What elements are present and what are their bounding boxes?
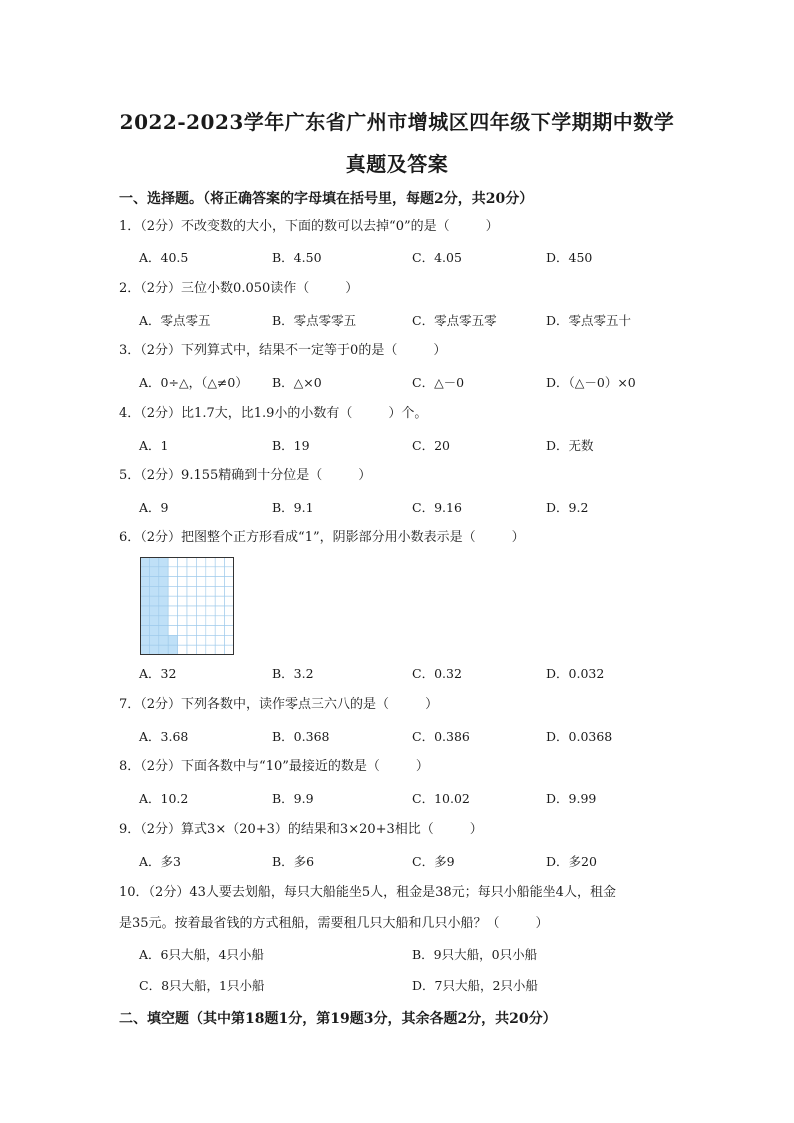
option-a[interactable]: A．9 [139, 500, 169, 515]
grid-cell [206, 645, 215, 655]
option-a[interactable]: A．1 [139, 438, 169, 453]
question-3 [119, 341, 446, 361]
grid-cell [206, 616, 215, 626]
grid-cell-shaded [140, 596, 149, 606]
option-c[interactable]: C．10.02 [412, 791, 470, 806]
option-b[interactable]: B．9.9 [272, 791, 314, 806]
option-d[interactable]: D．0.032 [546, 666, 605, 681]
option-b[interactable]: B．零点零零五 [272, 313, 357, 328]
question-close: ） [511, 530, 525, 545]
grid-cell [178, 567, 187, 577]
grid-cell-shaded [159, 645, 168, 655]
option-c[interactable]: C．△－0 [412, 375, 465, 390]
grid-cell [196, 645, 205, 655]
grid-cell [196, 586, 205, 596]
question-stem: （2分）下面各数中与“10”最接近的数是（ [140, 759, 380, 774]
question-7 [119, 695, 438, 715]
grid-cell [215, 616, 224, 626]
question-number: 3． [119, 343, 141, 358]
options-2 [139, 311, 739, 331]
grid-cell [187, 635, 196, 645]
grid-cell [215, 645, 224, 655]
exam-title-line2: 真题及答案 [345, 152, 449, 176]
section-heading-choice: 一、选择题。（将正确答案的字母填在括号里，每题2分，共20分） [119, 191, 534, 207]
grid-cell [178, 606, 187, 616]
grid-cell [187, 557, 196, 567]
grid-cell-shaded [149, 567, 158, 577]
question-number: 4． [119, 406, 141, 421]
option-c[interactable]: C．8只大船，1只小船 [139, 978, 265, 993]
grid-cell [178, 645, 187, 655]
grid-cell-shaded [168, 645, 177, 655]
option-a[interactable]: A．0÷△，（△≠0） [139, 375, 248, 390]
grid-cell-shaded [149, 606, 158, 616]
question-10-continued [119, 914, 549, 934]
question-number: 9． [119, 822, 141, 837]
options-6 [139, 664, 739, 684]
grid-cell [187, 645, 196, 655]
option-a[interactable]: A．32 [139, 666, 177, 681]
grid-cell-shaded [159, 586, 168, 596]
grid-cell [196, 596, 205, 606]
grid-cell-shaded [140, 616, 149, 626]
grid-cell [178, 557, 187, 567]
option-a[interactable]: A．10.2 [139, 791, 189, 806]
question-stem: （2分）下列各数中，读作零点三六八的是（ [140, 697, 390, 712]
grid-cell [225, 586, 234, 596]
options-3 [139, 373, 739, 393]
option-a[interactable]: A．零点零五 [139, 313, 211, 328]
grid-cell [168, 557, 177, 567]
grid-cell-shaded [159, 557, 168, 567]
grid-cell [206, 567, 215, 577]
option-c[interactable]: C．20 [412, 438, 450, 453]
grid-cell [215, 567, 224, 577]
options-5 [139, 498, 739, 518]
question-8 [119, 757, 429, 777]
question-close: ） [433, 343, 447, 358]
question-number: 7． [119, 697, 141, 712]
grid-cell [196, 626, 205, 636]
grid-cell-shaded [140, 557, 149, 567]
grid-cell [168, 596, 177, 606]
grid-cell-shaded [168, 635, 177, 645]
option-d[interactable]: D．9.2 [546, 500, 589, 515]
grid-cell [168, 567, 177, 577]
grid-cell [168, 577, 177, 587]
grid-cell [178, 616, 187, 626]
grid-cell [196, 635, 205, 645]
grid-cell [215, 635, 224, 645]
option-d[interactable]: D．450 [546, 250, 593, 265]
section-heading-fill: 二、填空题（其中第18题1分，第19题3分，其余各题2分，共20分） [119, 1011, 557, 1027]
grid-cell-shaded [140, 626, 149, 636]
grid-cell [215, 606, 224, 616]
decimal-grid-figure [140, 557, 234, 655]
grid-cell-shaded [149, 635, 158, 645]
option-d[interactable]: D．9.99 [546, 791, 597, 806]
option-d[interactable]: D．多20 [546, 854, 597, 869]
option-c[interactable]: C．0.32 [412, 666, 462, 681]
grid-cell [215, 557, 224, 567]
grid-cell-shaded [140, 567, 149, 577]
question-close: ）个。 [388, 406, 428, 421]
question-10 [119, 883, 616, 903]
question-stem: （2分）把图整个正方形看成“1”，阴影部分用小数表示是（ [140, 530, 476, 545]
grid-cell-shaded [149, 645, 158, 655]
grid-cell [206, 606, 215, 616]
option-b[interactable]: B．0.368 [272, 729, 330, 744]
option-d[interactable]: D．7只大船，2只小船 [412, 978, 538, 993]
option-a[interactable]: A．40.5 [139, 250, 189, 265]
grid-cell [215, 596, 224, 606]
option-d[interactable]: D．零点零五十 [546, 313, 632, 328]
options-10-row1 [139, 945, 739, 965]
question-number: 1． [119, 219, 141, 234]
grid-cell-shaded [149, 596, 158, 606]
grid-cell-shaded [149, 586, 158, 596]
grid-cell [225, 557, 234, 567]
grid-cell-shaded [159, 577, 168, 587]
option-c[interactable]: C．零点零五零 [412, 313, 497, 328]
grid-cell [215, 586, 224, 596]
grid-cell [168, 586, 177, 596]
grid-cell-shaded [159, 596, 168, 606]
option-b[interactable]: B．4.50 [272, 250, 322, 265]
question-9 [119, 820, 483, 840]
grid-cell [187, 567, 196, 577]
question-stem: （2分）下列算式中，结果不一定等于0的是（ [140, 343, 398, 358]
option-a[interactable]: A．3.68 [139, 729, 189, 744]
grid-cell [225, 626, 234, 636]
grid-cell [178, 577, 187, 587]
option-a[interactable]: A．6只大船，4只小船 [139, 947, 264, 962]
option-c[interactable]: C．多9 [412, 854, 455, 869]
grid-cell [225, 577, 234, 587]
question-close: ） [469, 822, 483, 837]
question-2 [119, 279, 358, 299]
question-stem: （2分）43人要去划船，每只大船能坐5人，租金是38元；每只小船能坐4人，租金 [148, 885, 616, 900]
question-6 [119, 528, 525, 548]
options-4 [139, 436, 739, 456]
question-number: 2． [119, 281, 141, 296]
question-close: ） [358, 468, 372, 483]
grid-cell [206, 596, 215, 606]
grid-cell-shaded [149, 616, 158, 626]
question-close: ） [345, 281, 359, 296]
grid-cell-shaded [159, 616, 168, 626]
question-stem: （2分）不改变数的大小，下面的数可以去掉“0”的是（ [140, 219, 450, 234]
option-c[interactable]: C．4.05 [412, 250, 462, 265]
grid-cell-shaded [140, 586, 149, 596]
option-c[interactable]: C．0.386 [412, 729, 470, 744]
grid-cell [187, 606, 196, 616]
option-b[interactable]: B．9只大船，0只小船 [412, 947, 538, 962]
question-5 [119, 466, 371, 486]
option-b[interactable]: B．多6 [272, 854, 315, 869]
question-stem: （2分）9.155精确到十分位是（ [140, 468, 323, 483]
grid-cell [215, 577, 224, 587]
grid-cell [206, 577, 215, 587]
grid-cell [225, 567, 234, 577]
grid-cell [187, 596, 196, 606]
question-close: ） [485, 219, 499, 234]
exam-title-line1: 2022-2023学年广东省广州市增城区四年级下学期期中数学 [119, 110, 675, 134]
grid-cell [215, 626, 224, 636]
grid-cell-shaded [149, 626, 158, 636]
option-b[interactable]: B．3.2 [272, 666, 314, 681]
grid-cell-shaded [159, 635, 168, 645]
grid-cell-shaded [149, 577, 158, 587]
grid-cell [168, 616, 177, 626]
grid-cell [187, 586, 196, 596]
grid-cell [206, 557, 215, 567]
grid-cell [178, 626, 187, 636]
grid-cell [196, 557, 205, 567]
question-number: 5． [119, 468, 141, 483]
grid-cell [196, 567, 205, 577]
grid-cell-shaded [159, 606, 168, 616]
grid-cell [206, 626, 215, 636]
question-stem: （2分）算式3×（20+3）的结果和3×20+3相比（ [140, 822, 434, 837]
question-4 [119, 404, 427, 424]
option-b[interactable]: B．19 [272, 438, 310, 453]
option-b[interactable]: B．9.1 [272, 500, 314, 515]
grid-cell-shaded [140, 606, 149, 616]
question-stem: （2分）比1.7大，比1.9小的小数有（ [140, 406, 353, 421]
grid-cell [225, 596, 234, 606]
grid-cell [225, 616, 234, 626]
grid-cell-shaded [140, 635, 149, 645]
grid-cell-shaded [159, 567, 168, 577]
grid-cell-shaded [140, 577, 149, 587]
option-a[interactable]: A．多3 [139, 854, 181, 869]
grid-cell [187, 626, 196, 636]
question-number: 8． [119, 759, 141, 774]
option-b[interactable]: B．△×0 [272, 375, 322, 390]
grid-cell [187, 577, 196, 587]
options-7 [139, 727, 739, 747]
question-stem: （2分）三位小数0.050读作（ [140, 281, 310, 296]
grid-cell [206, 586, 215, 596]
grid-cell-shaded [140, 645, 149, 655]
options-9 [139, 852, 739, 872]
grid-cell [225, 606, 234, 616]
grid-cell [206, 635, 215, 645]
question-number: 10． [119, 885, 149, 900]
grid-cell [196, 577, 205, 587]
option-d[interactable]: D．无数 [546, 438, 594, 453]
option-d[interactable]: D．（△－0）×0 [546, 375, 636, 390]
question-close: ） [415, 759, 429, 774]
options-10-row2 [139, 976, 739, 996]
grid-cell [168, 626, 177, 636]
options-8 [139, 789, 739, 809]
options-1 [139, 248, 739, 268]
question-close: ） [425, 697, 439, 712]
grid-cell [178, 635, 187, 645]
option-d[interactable]: D．0.0368 [546, 729, 613, 744]
grid-cell [196, 616, 205, 626]
grid-cell [187, 616, 196, 626]
question-close: ） [535, 916, 549, 931]
grid-cell [225, 635, 234, 645]
grid-cell [178, 596, 187, 606]
question-stem-continued: 是35元。按着最省钱的方式租船，需要租几只大船和几只小船？（ [119, 916, 500, 931]
grid-cell [196, 606, 205, 616]
question-1 [119, 217, 499, 237]
grid-cell-shaded [159, 626, 168, 636]
question-number: 6． [119, 530, 141, 545]
grid-cell [178, 586, 187, 596]
grid-cell-shaded [149, 557, 158, 567]
grid-cell [168, 606, 177, 616]
option-c[interactable]: C．9.16 [412, 500, 462, 515]
grid-cell [225, 645, 234, 655]
